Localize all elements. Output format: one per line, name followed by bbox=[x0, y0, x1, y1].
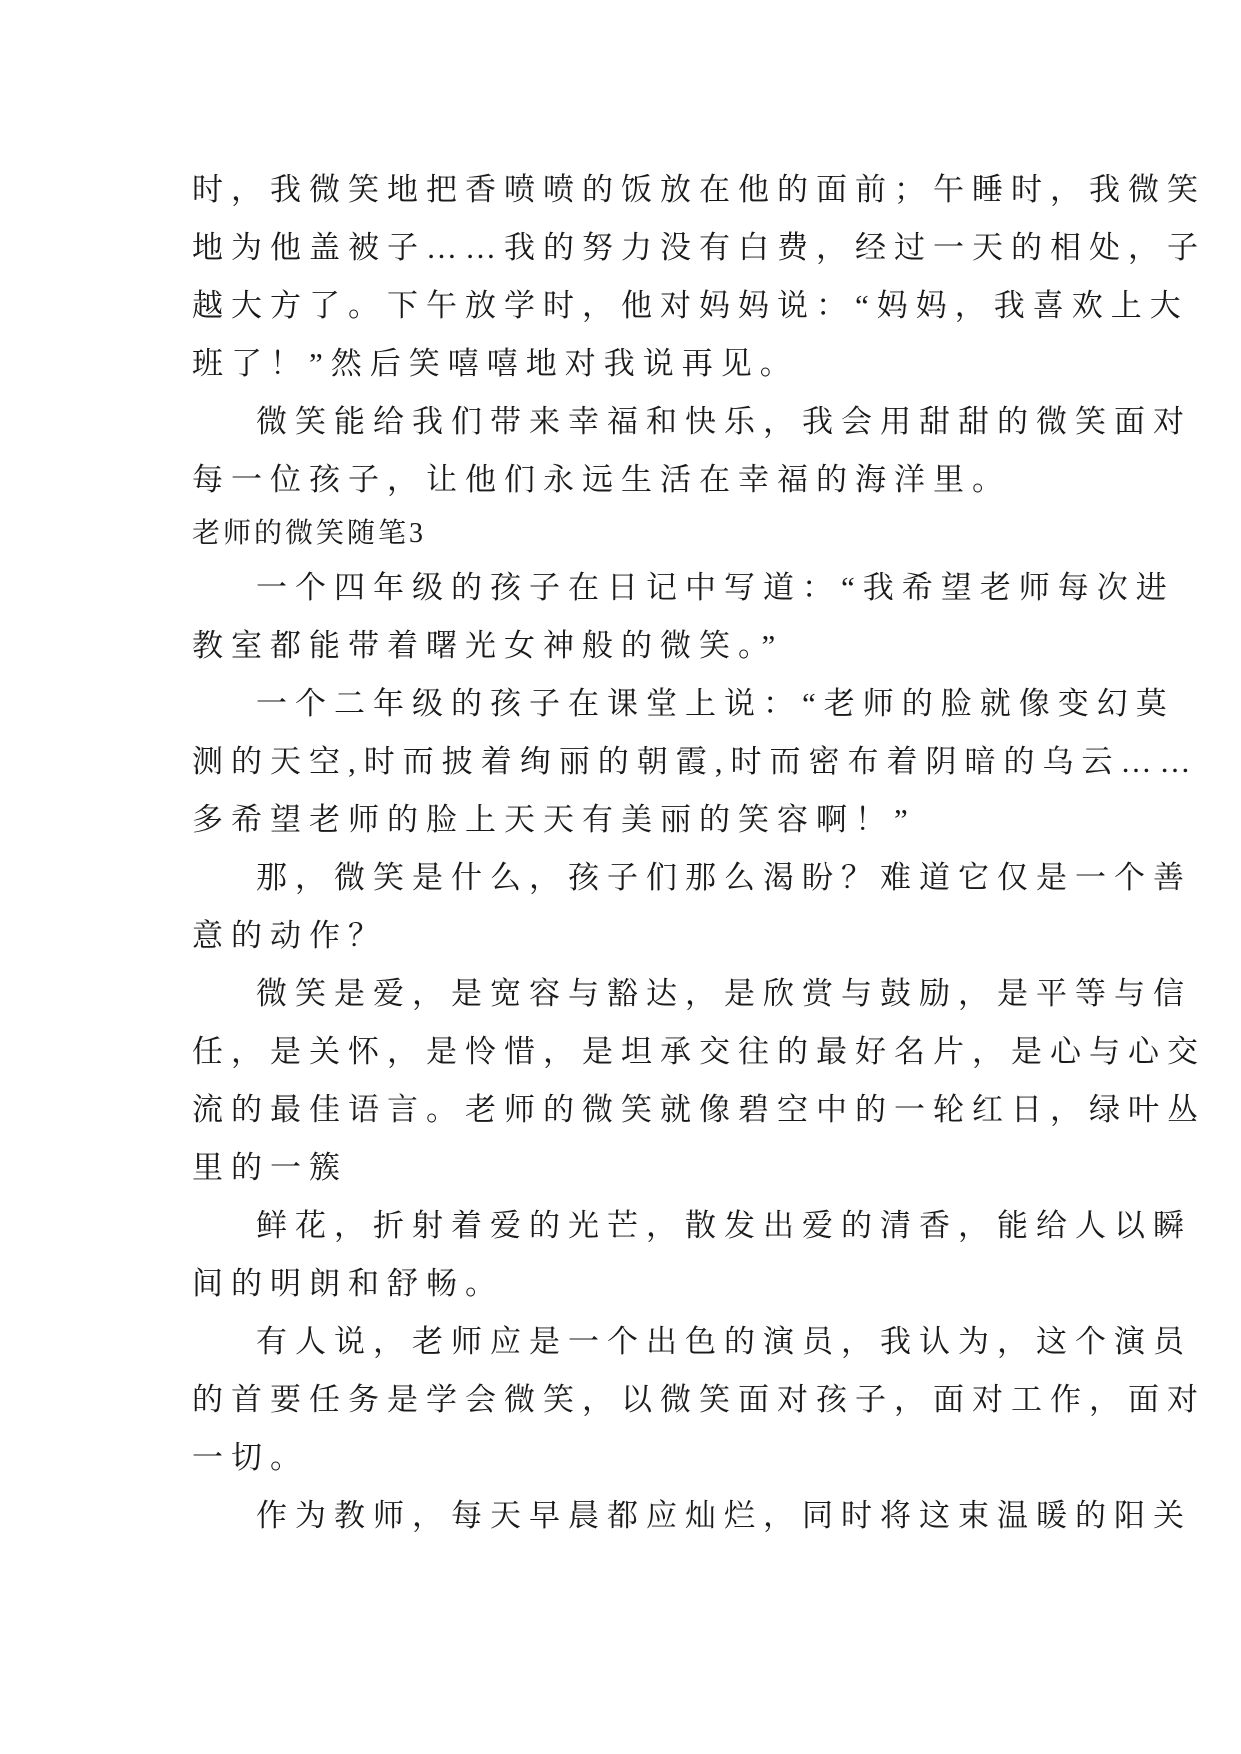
text-line: 地为他盖被子……我的努力没有白费，经过一天的相处，子 bbox=[192, 230, 1206, 265]
text-line: 时，我微笑地把香喷喷的饭放在他的面前；午睡时，我微笑 bbox=[192, 172, 1206, 207]
text-line: 越大方了。下午放学时，他对妈妈说：“妈妈，我喜欢上大 bbox=[192, 288, 1189, 323]
text-line: 的首要任务是学会微笑，以微笑面对孩子，面对工作，面对 bbox=[192, 1382, 1206, 1417]
paragraph-first-line: 鲜花，折射着爱的光芒，散发出爱的清香，能给人以瞬 bbox=[256, 1208, 1192, 1243]
paragraph-first-line: 有人说，老师应是一个出色的演员，我认为，这个演员 bbox=[256, 1324, 1192, 1359]
text-line: 测的天空,时而披着绚丽的朝霞,时而密布着阴暗的乌云…… bbox=[192, 744, 1199, 779]
section-heading: 老师的微笑随笔3 bbox=[192, 518, 427, 549]
text-line: 一切。 bbox=[192, 1440, 309, 1475]
paragraph-first-line: 微笑是爱，是宽容与豁达，是欣赏与鼓励，是平等与信 bbox=[256, 976, 1192, 1011]
text-line: 任，是关怀，是怜惜，是坦承交往的最好名片，是心与心交 bbox=[192, 1034, 1206, 1069]
paragraph-first-line: 微笑能给我们带来幸福和快乐，我会用甜甜的微笑面对 bbox=[256, 404, 1192, 439]
text-line: 里的一簇 bbox=[192, 1150, 348, 1185]
paragraph-first-line: 一个二年级的孩子在课堂上说：“老师的脸就像变幻莫 bbox=[256, 686, 1175, 721]
text-line: 意的动作？ bbox=[192, 918, 387, 953]
paragraph-first-line: 那，微笑是什么，孩子们那么渴盼？难道它仅是一个善 bbox=[256, 860, 1192, 895]
text-line: 班了！”然后笑嘻嘻地对我说再见。 bbox=[192, 346, 799, 381]
paragraph-first-line: 作为教师，每天早晨都应灿烂，同时将这束温暖的阳关 bbox=[256, 1498, 1192, 1533]
text-line: 教室都能带着曙光女神般的微笑。” bbox=[192, 628, 784, 663]
paragraph-first-line: 一个四年级的孩子在日记中写道：“我希望老师每次进 bbox=[256, 570, 1175, 605]
text-line: 流的最佳语言。老师的微笑就像碧空中的一轮红日，绿叶丛 bbox=[192, 1092, 1206, 1127]
text-line: 多希望老师的脸上天天有美丽的笑容啊！” bbox=[192, 802, 916, 837]
text-line: 每一位孩子，让他们永远生活在幸福的海洋里。 bbox=[192, 462, 1011, 497]
text-line: 间的明朗和舒畅。 bbox=[192, 1266, 504, 1301]
